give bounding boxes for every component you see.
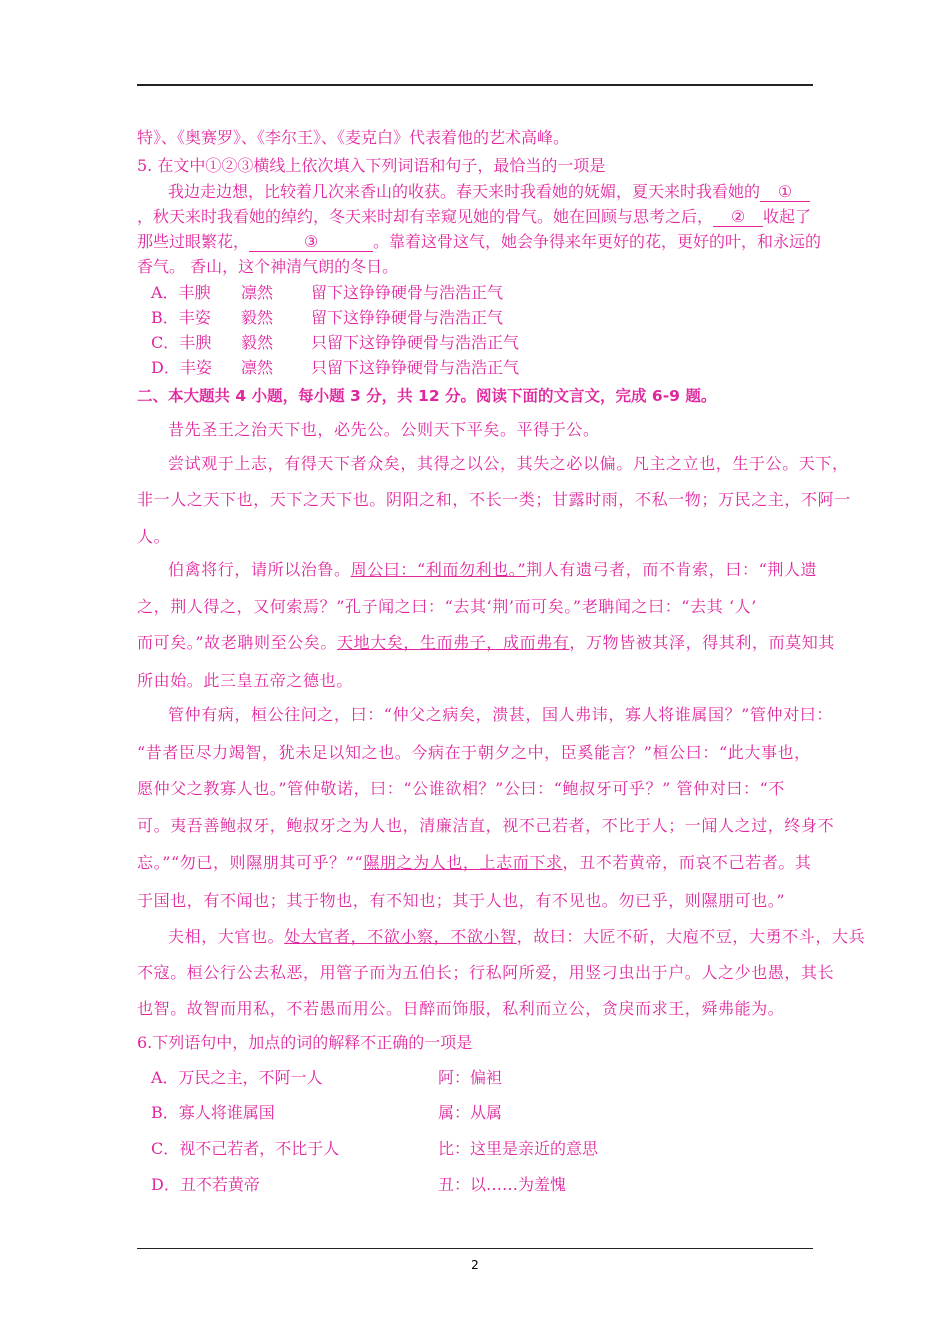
q5-passage-line: 我边走边想，比较着几次来香山的收获。春天来时我看她的妩媚，夏天来时我看她的 ① [168, 182, 810, 202]
underlined-sentence: 处大官者，不欲小察，不欲小智 [284, 927, 517, 946]
page-number: 2 [471, 1258, 479, 1272]
q5-option-d: D．丰姿 凛然 只留下这铮铮硬骨与浩浩正气 [151, 358, 520, 377]
passage-line: 而可矣。”故老聃则至公矣。天地大矣，生而弗子，成而弗有，万物皆被其泽，得其利，而莫知其 [137, 633, 835, 652]
passage-line: 于国也，有不闻也；其于物也，有不知也；其于人也，有不见也。勿已乎，则隰朋可也。” [137, 891, 786, 910]
q5-stem: 5. 在文中①②③横线上依次填入下列词语和句子，最恰当的一项是 [137, 156, 606, 175]
passage-line: 昔先圣王之治天下也，必先公。公则天下平矣。平得于公。 [168, 420, 600, 439]
passage-line: 人。 [137, 527, 171, 546]
passage-line: 夫相，大官也。处大官者，不欲小察，不欲小智，故曰：大匠不斫，大庖不豆，大勇不斗，大兵 [168, 927, 866, 946]
passage-line: 愿仲父之教寡人也。”管仲敬诺，曰：“公谁欲相？”公曰：“鲍叔牙可乎？” 管仲对曰：“不 [137, 779, 785, 798]
passage-line: 之，荆人得之，又何索焉？”孔子闻之曰：“去其‘荆’而可矣。”老聃闻之曰：“去其 ‘人’ [137, 597, 757, 616]
section-heading: 二、本大题共 4 小题，每小题 3 分，共 12 分。阅读下面的文言文，完成 6-9 题。 [137, 387, 717, 405]
q4-tail: 特》、《奥赛罗》、《李尔王》、《麦克白》代表着他的艺术高峰。 [137, 128, 570, 147]
passage-line: 可。夷吾善鲍叔牙，鲍叔牙之为人也，清廉洁直，视不己若者，不比于人；一闻人之过，终身不 [137, 816, 835, 835]
underlined-sentence: 隰朋之为人也，上志而下求 [363, 853, 563, 872]
q6-stem: 6.下列语句中，加点的词的解释不正确的一项是 [137, 1033, 473, 1052]
q5-option-a: A．丰腴 凛然 留下这铮铮硬骨与浩浩正气 [151, 283, 504, 302]
passage-line: 管仲有病，桓公往问之，曰：“仲父之病矣，溃甚，国人弗讳，寡人将谁属国？”管仲对曰： [168, 705, 833, 724]
passage-line: 不寇。桓公行公去私恶，用管子而为五伯长；行私阿所爱，用竖刁虫出于户。人之少也愚，其长 [137, 963, 835, 982]
passage-line: 所由始。此三皇五帝之德也。 [137, 671, 353, 690]
q6-answer-a: 阿：偏袒 [438, 1068, 503, 1087]
passage-line: 伯禽将行，请所以治鲁。周公曰：“利而勿利也。”荆人有遗弓者，而不肯索，曰：“荆人遗 [168, 560, 818, 579]
underlined-sentence: 天地大矣，生而弗子，成而弗有 [336, 633, 570, 652]
passage-line: 尝试观于上志，有得天下者众矣，其得之以公，其失之必以偏。凡主之立也，生于公。天下， [168, 454, 849, 473]
passage-line: 忘。”“勿已，则隰朋其可乎？”“隰朋之为人也，上志而下求，丑不若黄帝，而哀不己若者。其 [137, 853, 812, 872]
q5-passage-line: ，秋天来时我看她的绰约，冬天来时却有幸窥见她的骨气。她在回顾与思考之后， ② 收起了 [137, 207, 812, 226]
blank-1: ① [760, 183, 810, 202]
q5-option-c: C．丰腴 毅然 只留下这铮铮硬骨与浩浩正气 [151, 333, 520, 352]
q6-option-b: B．寡人将谁属国 [151, 1103, 275, 1122]
passage-line: 非一人之天下也，天下之天下也。阴阳之和，不长一类；甘露时雨，不私一物；万民之主，不阿一 [137, 490, 851, 509]
q5-option-b: B．丰姿 毅然 留下这铮铮硬骨与浩浩正气 [151, 308, 504, 327]
blank-2: ② [713, 208, 763, 227]
q6-answer-d: 丑：以……为羞愧 [438, 1175, 567, 1194]
q6-answer-b: 属：从属 [438, 1103, 503, 1122]
passage-line: “昔者臣尽力竭智，犹未足以知之也。今病在于朝夕之中，臣奚能言？”桓公曰：“此大事也， [137, 743, 811, 762]
header-rule [137, 84, 813, 86]
q5-passage-line: 那些过眼繁花， ③ 。靠着这骨这气，她会争得来年更好的花，更好的叶，和永远的 [137, 232, 822, 251]
q6-option-d: D．丑不若黄帝 [151, 1175, 260, 1194]
underlined-sentence: 周公曰：“利而勿利也。” [350, 560, 527, 579]
passage-line: 也智。故智而用私，不若愚而用公。日醉而饰服，私利而立公，贪戾而求王，舜弗能为。 [137, 999, 785, 1018]
blank-3: ③ [249, 233, 373, 252]
q6-option-a: A．万民之主，不阿一人 [151, 1068, 323, 1087]
q5-passage-line: 香气。 香山，这个神清气朗的冬日。 [137, 257, 399, 276]
footer-rule [137, 1248, 813, 1249]
q6-answer-c: 比：这里是亲近的意思 [438, 1139, 599, 1158]
q6-option-c: C．视不己若者，不比于人 [151, 1139, 340, 1158]
